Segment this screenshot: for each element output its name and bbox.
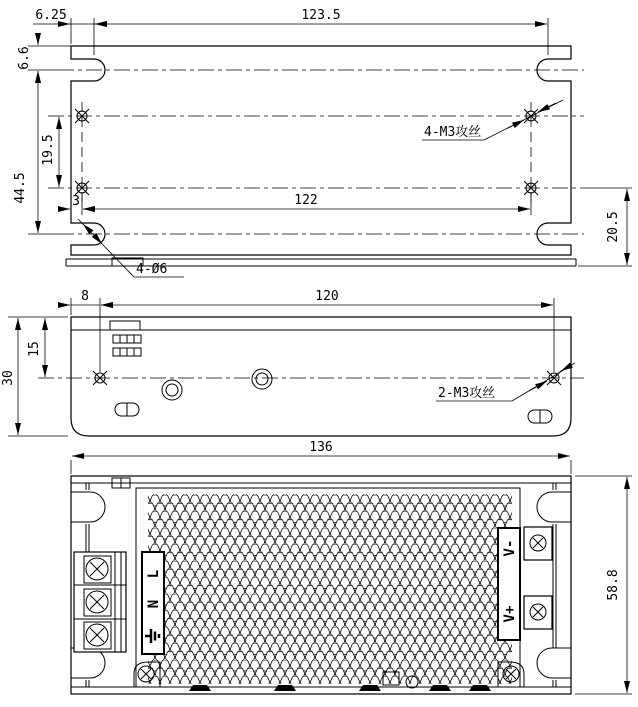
dim-edge-to-slot: 6.25 [35,8,67,23]
output-terminal [524,527,552,560]
dim-edge-to-hole: 3 [72,194,80,209]
dim-front-width: 136 [309,440,333,455]
dim-height-span: 44.5 [13,172,28,204]
dim-front-height: 58.8 [606,569,621,601]
input-label-strip [142,552,164,654]
label-v-plus: V+ [502,605,518,623]
tap-hole-icon [93,371,107,385]
callout-4-d6-text: 4-Ø6 [136,262,168,277]
tap-hole-icon [75,109,89,123]
label-neutral: N [146,599,162,609]
tap-hole-icon [524,181,538,195]
input-terminal-block [74,552,126,652]
dim-side-height: 30 [1,370,16,386]
dim-side-offset: 20.5 [606,211,621,243]
dim-hole-span: 122 [294,193,318,208]
output-terminal [524,596,552,629]
callout-4-m3-text: 4-M3攻丝 [424,125,482,140]
output-label-strip [498,528,520,640]
dim-top-to-slot: 6.6 [17,46,32,70]
callout-2-m3-text: 2-M3攻丝 [438,386,496,401]
label-line: L [146,569,162,579]
tap-hole-icon [75,181,89,195]
dim-side-hole-span: 120 [315,289,339,304]
dim-hole-rows: 19.5 [41,134,56,166]
dim-slot-span: 123.5 [301,8,341,23]
dim-top-to-center: 15 [27,341,42,357]
label-v-minus: V- [502,539,518,557]
hex-mesh [148,494,512,684]
dim-side-edge-to-hole: 8 [81,289,89,304]
